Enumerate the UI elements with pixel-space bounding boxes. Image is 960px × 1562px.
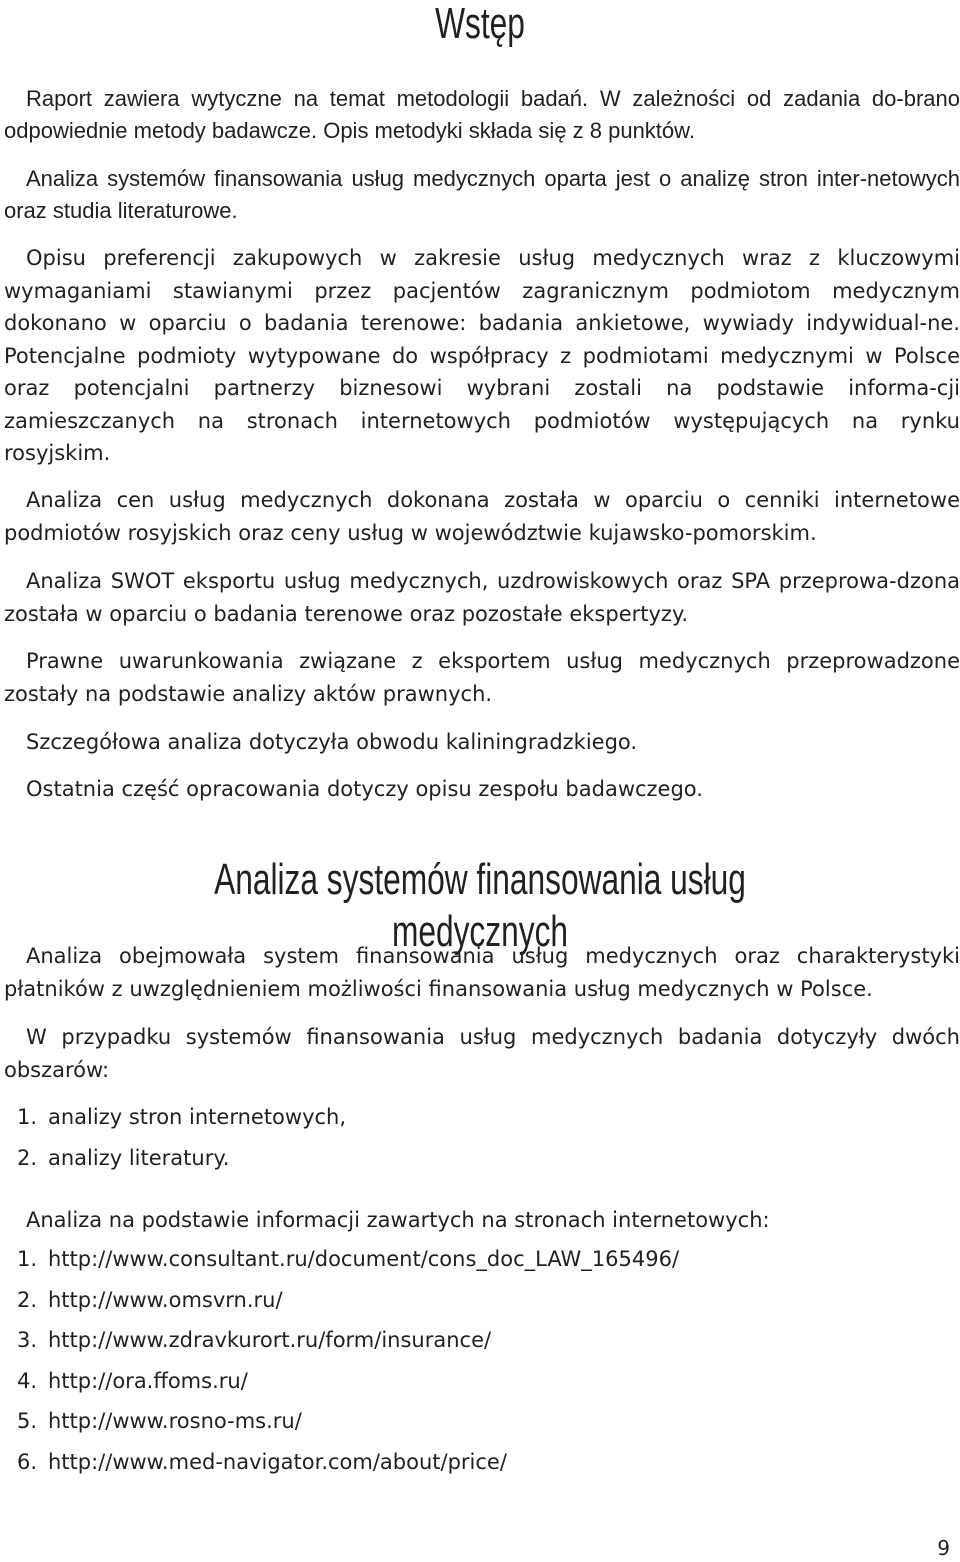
list-item-number: 1.: [17, 1105, 38, 1129]
list-item: [17, 1280, 679, 1321]
website-url: http://www.consultant.ru/document/cons_doc_LAW_165496/: [48, 1247, 680, 1271]
section-paragraph-1: Analiza obejmowała system finansowania usług medycznych oraz charakterystyki płatników z uwzględnieniem możliwości finansowania usług medycznych w Polsce.: [4, 944, 960, 1001]
website-url: http://www.omsvrn.ru/: [48, 1287, 283, 1312]
websites-list: [17, 1239, 679, 1483]
website-url: http://www.med-navigator.com/about/price/: [48, 1449, 507, 1474]
intro-paragraph-8: Ostatnia część opracowania dotyczy opisu zespołu badawczego.: [26, 777, 703, 801]
list-item-number: 5.: [17, 1409, 38, 1434]
list-item: [17, 1239, 679, 1280]
list-item: [17, 1138, 346, 1179]
list-item-number: 3.: [17, 1328, 38, 1353]
list-item: [17, 1097, 346, 1138]
websites-intro: Analiza na podstawie informacji zawartych na stronach internetowych:: [26, 1208, 770, 1232]
list-item-number: 2.: [17, 1287, 38, 1312]
areas-list: [17, 1097, 346, 1178]
intro-paragraph-7: Szczegółowa analiza dotyczyła obwodu kaliningradzkiego.: [26, 730, 638, 754]
intro-paragraph-6: Prawne uwarunkowania związane z eksportem usług medycznych przeprowadzone zostały na podstawie analizy aktów prawnych.: [4, 649, 960, 706]
section-paragraph-2: W przypadku systemów finansowania usług medycznych badania dotyczyły dwóch obszarów:: [4, 1025, 960, 1082]
page-title: Wstęp: [435, 0, 525, 48]
list-item-number: 2.: [17, 1145, 38, 1170]
page-number: 9: [937, 1536, 950, 1560]
intro-paragraph-3: Opisu preferencji zakupowych w zakresie usług medycznych wraz z kluczowymi wymaganiami stawianymi przez pacjentów zagranicznym podmiotom medycznym dokonano w oparciu o badania terenowe: badania ankietowe, wywiady indywidual-ne. Potencjalne podmioty wytypowane do współpracy z podmiotami medycznymi w Polsce oraz potencjalni partnerzy biznesowi wybrani zostali na podstawie informa-cji zamieszczanych na stronach internetowych podmiotów występujących na rynku rosyjskim.: [4, 246, 960, 465]
list-item: [17, 1361, 679, 1402]
list-item: [17, 1320, 679, 1361]
list-item-text: analizy stron internetowych,: [48, 1105, 347, 1129]
intro-paragraph-4: Analiza cen usług medycznych dokonana została w oparciu o cenniki internetowe podmiotów rosyjskich oraz ceny usług w województwie kujawsko-pomorskim.: [4, 488, 960, 545]
list-item: [17, 1401, 679, 1442]
section-heading: Analiza systemów finansowania usług medycznych: [214, 855, 746, 956]
intro-paragraph-5: Analiza SWOT eksportu usług medycznych, uzdrowiskowych oraz SPA przeprowa-dzona została w oparciu o badania terenowe oraz pozostałe ekspertyzy.: [4, 569, 960, 626]
website-url: http://ora.ffoms.ru/: [48, 1368, 248, 1393]
list-item: [17, 1442, 679, 1483]
intro-paragraph-1: Raport zawiera wytyczne na temat metodologii badań. W zależności od zadania do-brano odpowiednie metody badawcze. Opis metodyki składa się z 8 punktów.: [4, 86, 960, 143]
website-url: http://www.rosno-ms.ru/: [48, 1409, 302, 1434]
website-url: http://www.zdravkurort.ru/form/insurance/: [48, 1328, 492, 1353]
list-item-number: 6.: [17, 1449, 38, 1474]
intro-paragraph-2: Analiza systemów finansowania usług medycznych oparta jest o analizę stron inter-netowych oraz studia literaturowe.: [4, 166, 960, 223]
list-item-number: 4.: [17, 1368, 38, 1393]
list-item-number: 1.: [17, 1247, 38, 1271]
list-item-text: analizy literatury.: [48, 1145, 230, 1170]
